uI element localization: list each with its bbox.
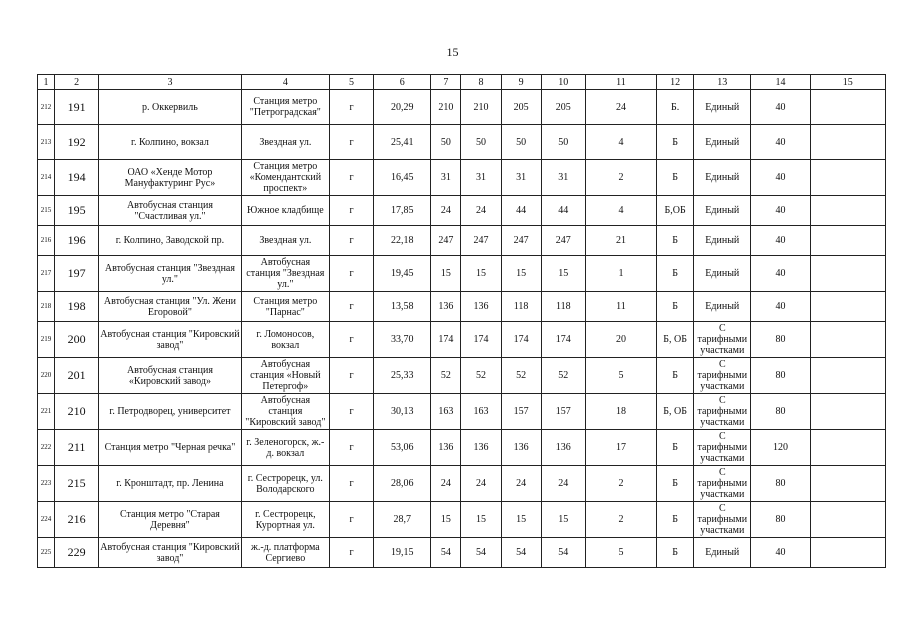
row-index-cell: 218 xyxy=(38,292,55,322)
table-row xyxy=(38,358,886,394)
col14-cell: 40 xyxy=(751,196,810,226)
col7-cell: 136 xyxy=(431,430,461,466)
col12-cell: Б. xyxy=(657,90,694,125)
col14-cell: 120 xyxy=(751,430,810,466)
col8-cell: 24 xyxy=(461,466,501,502)
col11-cell: 18 xyxy=(585,394,656,430)
type-cell: г xyxy=(329,394,373,430)
col10-cell: 52 xyxy=(541,358,585,394)
start-point-cell: Автобусная станция «Кировский завод» xyxy=(99,358,242,394)
tariff-cell: Единый xyxy=(694,292,751,322)
header-cell: 1 xyxy=(38,75,55,90)
type-cell: г xyxy=(329,90,373,125)
col9-cell: 15 xyxy=(501,256,541,292)
table-row xyxy=(38,160,886,196)
col10-cell: 118 xyxy=(541,292,585,322)
header-cell: 7 xyxy=(431,75,461,90)
col9-cell: 157 xyxy=(501,394,541,430)
col12-cell: Б xyxy=(657,256,694,292)
col14-cell: 40 xyxy=(751,90,810,125)
route-number-cell: 195 xyxy=(55,196,99,226)
type-cell: г xyxy=(329,466,373,502)
start-point-cell: г. Колпино, вокзал xyxy=(99,125,242,160)
col11-cell: 4 xyxy=(585,196,656,226)
header-cell: 11 xyxy=(585,75,656,90)
route-number-cell: 200 xyxy=(55,322,99,358)
col9-cell: 247 xyxy=(501,226,541,256)
table-row xyxy=(38,292,886,322)
type-cell: г xyxy=(329,322,373,358)
end-point-cell: Звездная ул. xyxy=(241,125,329,160)
type-cell: г xyxy=(329,292,373,322)
col9-cell: 52 xyxy=(501,358,541,394)
page-number: 15 xyxy=(446,45,459,59)
header-cell: 15 xyxy=(810,75,885,90)
col11-cell: 24 xyxy=(585,90,656,125)
start-point-cell: Автобусная станция "Кировский завод" xyxy=(99,538,242,568)
tariff-cell: Единый xyxy=(694,160,751,196)
table-row xyxy=(38,322,886,358)
col12-cell: Б xyxy=(657,430,694,466)
col12-cell: Б xyxy=(657,226,694,256)
end-point-cell: Станция метро "Петроградская" xyxy=(241,90,329,125)
start-point-cell: г. Петродворец, университет xyxy=(99,394,242,430)
col9-cell: 174 xyxy=(501,322,541,358)
type-cell: г xyxy=(329,160,373,196)
row-index-cell: 216 xyxy=(38,226,55,256)
header-cell: 2 xyxy=(55,75,99,90)
col15-cell xyxy=(810,196,885,226)
table-row xyxy=(38,256,886,292)
tariff-cell: С тарифными участками xyxy=(694,394,751,430)
header-cell: 6 xyxy=(374,75,431,90)
start-point-cell: Автобусная станция "Кировский завод" xyxy=(99,322,242,358)
col9-cell: 205 xyxy=(501,90,541,125)
tariff-cell: Единый xyxy=(694,90,751,125)
col12-cell: Б xyxy=(657,358,694,394)
start-point-cell: г. Кронштадт, пр. Ленина xyxy=(99,466,242,502)
length-cell: 25,41 xyxy=(374,125,431,160)
start-point-cell: Автобусная станция "Звездная ул." xyxy=(99,256,242,292)
col15-cell xyxy=(810,538,885,568)
col7-cell: 52 xyxy=(431,358,461,394)
route-number-cell: 198 xyxy=(55,292,99,322)
col8-cell: 247 xyxy=(461,226,501,256)
start-point-cell: г. Колпино, Заводской пр. xyxy=(99,226,242,256)
col11-cell: 17 xyxy=(585,430,656,466)
table-row xyxy=(38,196,886,226)
header-cell: 12 xyxy=(657,75,694,90)
length-cell: 25,33 xyxy=(374,358,431,394)
col15-cell xyxy=(810,292,885,322)
header-cell: 10 xyxy=(541,75,585,90)
col7-cell: 163 xyxy=(431,394,461,430)
col7-cell: 136 xyxy=(431,292,461,322)
row-index-cell: 213 xyxy=(38,125,55,160)
col8-cell: 50 xyxy=(461,125,501,160)
col10-cell: 174 xyxy=(541,322,585,358)
row-index-cell: 222 xyxy=(38,430,55,466)
col8-cell: 210 xyxy=(461,90,501,125)
end-point-cell: г. Зеленогорск, ж.-д. вокзал xyxy=(241,430,329,466)
col9-cell: 31 xyxy=(501,160,541,196)
col8-cell: 174 xyxy=(461,322,501,358)
col12-cell: Б,ОБ xyxy=(657,196,694,226)
end-point-cell: Автобусная станция "Кировский завод" xyxy=(241,394,329,430)
col15-cell xyxy=(810,226,885,256)
col15-cell xyxy=(810,256,885,292)
col14-cell: 80 xyxy=(751,322,810,358)
route-number-cell: 211 xyxy=(55,430,99,466)
type-cell: г xyxy=(329,256,373,292)
col8-cell: 136 xyxy=(461,292,501,322)
col12-cell: Б xyxy=(657,466,694,502)
col12-cell: Б, ОБ xyxy=(657,394,694,430)
route-number-cell: 201 xyxy=(55,358,99,394)
table-row xyxy=(38,502,886,538)
row-index-cell: 219 xyxy=(38,322,55,358)
col14-cell: 80 xyxy=(751,394,810,430)
col12-cell: Б xyxy=(657,160,694,196)
tariff-cell: Единый xyxy=(694,226,751,256)
start-point-cell: ОАО «Хенде Мотор Мануфактуринг Рус» xyxy=(99,160,242,196)
route-number-cell: 197 xyxy=(55,256,99,292)
col12-cell: Б xyxy=(657,292,694,322)
table-header-row xyxy=(38,75,886,90)
col7-cell: 247 xyxy=(431,226,461,256)
row-index-cell: 224 xyxy=(38,502,55,538)
col12-cell: Б xyxy=(657,125,694,160)
row-index-cell: 225 xyxy=(38,538,55,568)
col8-cell: 24 xyxy=(461,196,501,226)
table-row xyxy=(38,466,886,502)
col14-cell: 40 xyxy=(751,292,810,322)
col10-cell: 31 xyxy=(541,160,585,196)
col9-cell: 136 xyxy=(501,430,541,466)
col10-cell: 44 xyxy=(541,196,585,226)
table-row xyxy=(38,430,886,466)
col11-cell: 1 xyxy=(585,256,656,292)
col10-cell: 50 xyxy=(541,125,585,160)
col14-cell: 40 xyxy=(751,125,810,160)
header-cell: 3 xyxy=(99,75,242,90)
col8-cell: 52 xyxy=(461,358,501,394)
col14-cell: 80 xyxy=(751,466,810,502)
col15-cell xyxy=(810,160,885,196)
length-cell: 19,15 xyxy=(374,538,431,568)
col11-cell: 5 xyxy=(585,358,656,394)
col15-cell xyxy=(810,430,885,466)
length-cell: 20,29 xyxy=(374,90,431,125)
length-cell: 33,70 xyxy=(374,322,431,358)
start-point-cell: р. Оккервиль xyxy=(99,90,242,125)
end-point-cell: г. Сестрорецк, ул. Володарского xyxy=(241,466,329,502)
col10-cell: 247 xyxy=(541,226,585,256)
route-number-cell: 196 xyxy=(55,226,99,256)
col8-cell: 31 xyxy=(461,160,501,196)
col11-cell: 2 xyxy=(585,502,656,538)
col7-cell: 174 xyxy=(431,322,461,358)
type-cell: г xyxy=(329,358,373,394)
tariff-cell: Единый xyxy=(694,256,751,292)
length-cell: 17,85 xyxy=(374,196,431,226)
col12-cell: Б, ОБ xyxy=(657,322,694,358)
tariff-cell: Единый xyxy=(694,196,751,226)
col9-cell: 15 xyxy=(501,502,541,538)
end-point-cell: ж.-д. платформа Сергиево xyxy=(241,538,329,568)
length-cell: 13,58 xyxy=(374,292,431,322)
type-cell: г xyxy=(329,125,373,160)
col10-cell: 15 xyxy=(541,502,585,538)
col8-cell: 136 xyxy=(461,430,501,466)
col10-cell: 15 xyxy=(541,256,585,292)
route-number-cell: 215 xyxy=(55,466,99,502)
col14-cell: 80 xyxy=(751,358,810,394)
col15-cell xyxy=(810,394,885,430)
col14-cell: 80 xyxy=(751,502,810,538)
col10-cell: 205 xyxy=(541,90,585,125)
routes-table xyxy=(37,74,886,568)
row-index-cell: 212 xyxy=(38,90,55,125)
route-number-cell: 229 xyxy=(55,538,99,568)
end-point-cell: Южное кладбище xyxy=(241,196,329,226)
col9-cell: 24 xyxy=(501,466,541,502)
col14-cell: 40 xyxy=(751,160,810,196)
col7-cell: 24 xyxy=(431,466,461,502)
col14-cell: 40 xyxy=(751,226,810,256)
tariff-cell: С тарифными участками xyxy=(694,502,751,538)
col7-cell: 15 xyxy=(431,502,461,538)
col15-cell xyxy=(810,90,885,125)
route-number-cell: 210 xyxy=(55,394,99,430)
col14-cell: 40 xyxy=(751,538,810,568)
length-cell: 53,06 xyxy=(374,430,431,466)
row-index-cell: 215 xyxy=(38,196,55,226)
end-point-cell: Станция метро «Комендантский проспект» xyxy=(241,160,329,196)
col7-cell: 31 xyxy=(431,160,461,196)
col8-cell: 54 xyxy=(461,538,501,568)
col11-cell: 21 xyxy=(585,226,656,256)
length-cell: 22,18 xyxy=(374,226,431,256)
col11-cell: 20 xyxy=(585,322,656,358)
col9-cell: 54 xyxy=(501,538,541,568)
route-number-cell: 194 xyxy=(55,160,99,196)
col15-cell xyxy=(810,502,885,538)
end-point-cell: г. Сестрорецк, Курортная ул. xyxy=(241,502,329,538)
col15-cell xyxy=(810,125,885,160)
col11-cell: 2 xyxy=(585,160,656,196)
row-index-cell: 223 xyxy=(38,466,55,502)
start-point-cell: Станция метро "Черная речка" xyxy=(99,430,242,466)
col9-cell: 118 xyxy=(501,292,541,322)
table-row xyxy=(38,125,886,160)
header-cell: 14 xyxy=(751,75,810,90)
col11-cell: 11 xyxy=(585,292,656,322)
tariff-cell: С тарифными участками xyxy=(694,466,751,502)
col9-cell: 50 xyxy=(501,125,541,160)
row-index-cell: 221 xyxy=(38,394,55,430)
col15-cell xyxy=(810,322,885,358)
row-index-cell: 220 xyxy=(38,358,55,394)
start-point-cell: Автобусная станция "Счастливая ул." xyxy=(99,196,242,226)
end-point-cell: Автобусная станция «Новый Петергоф» xyxy=(241,358,329,394)
header-cell: 9 xyxy=(501,75,541,90)
route-number-cell: 216 xyxy=(55,502,99,538)
length-cell: 28,7 xyxy=(374,502,431,538)
col11-cell: 5 xyxy=(585,538,656,568)
tariff-cell: Единый xyxy=(694,538,751,568)
route-number-cell: 191 xyxy=(55,90,99,125)
col8-cell: 15 xyxy=(461,502,501,538)
col12-cell: Б xyxy=(657,538,694,568)
tariff-cell: С тарифными участками xyxy=(694,430,751,466)
tariff-cell: Единый xyxy=(694,125,751,160)
start-point-cell: Станция метро "Старая Деревня" xyxy=(99,502,242,538)
type-cell: г xyxy=(329,226,373,256)
type-cell: г xyxy=(329,196,373,226)
col15-cell xyxy=(810,466,885,502)
col10-cell: 136 xyxy=(541,430,585,466)
length-cell: 19,45 xyxy=(374,256,431,292)
col9-cell: 44 xyxy=(501,196,541,226)
tariff-cell: С тарифными участками xyxy=(694,358,751,394)
header-cell: 8 xyxy=(461,75,501,90)
start-point-cell: Автобусная станция "Ул. Жени Егоровой" xyxy=(99,292,242,322)
route-number-cell: 192 xyxy=(55,125,99,160)
table-row xyxy=(38,394,886,430)
type-cell: г xyxy=(329,538,373,568)
end-point-cell: Автобусная станция "Звездная ул." xyxy=(241,256,329,292)
length-cell: 28,06 xyxy=(374,466,431,502)
col8-cell: 163 xyxy=(461,394,501,430)
col14-cell: 40 xyxy=(751,256,810,292)
length-cell: 30,13 xyxy=(374,394,431,430)
table-row xyxy=(38,90,886,125)
col10-cell: 24 xyxy=(541,466,585,502)
col10-cell: 157 xyxy=(541,394,585,430)
col7-cell: 54 xyxy=(431,538,461,568)
end-point-cell: Звездная ул. xyxy=(241,226,329,256)
header-cell: 5 xyxy=(329,75,373,90)
tariff-cell: С тарифными участками xyxy=(694,322,751,358)
end-point-cell: Станция метро "Парнас" xyxy=(241,292,329,322)
col7-cell: 15 xyxy=(431,256,461,292)
header-cell: 13 xyxy=(694,75,751,90)
col10-cell: 54 xyxy=(541,538,585,568)
row-index-cell: 214 xyxy=(38,160,55,196)
type-cell: г xyxy=(329,430,373,466)
table-row xyxy=(38,538,886,568)
row-index-cell: 217 xyxy=(38,256,55,292)
col12-cell: Б xyxy=(657,502,694,538)
type-cell: г xyxy=(329,502,373,538)
end-point-cell: г. Ломоносов, вокзал xyxy=(241,322,329,358)
col11-cell: 4 xyxy=(585,125,656,160)
col15-cell xyxy=(810,358,885,394)
length-cell: 16,45 xyxy=(374,160,431,196)
col8-cell: 15 xyxy=(461,256,501,292)
col7-cell: 210 xyxy=(431,90,461,125)
col7-cell: 24 xyxy=(431,196,461,226)
col11-cell: 2 xyxy=(585,466,656,502)
table-row xyxy=(38,226,886,256)
col7-cell: 50 xyxy=(431,125,461,160)
header-cell: 4 xyxy=(241,75,329,90)
